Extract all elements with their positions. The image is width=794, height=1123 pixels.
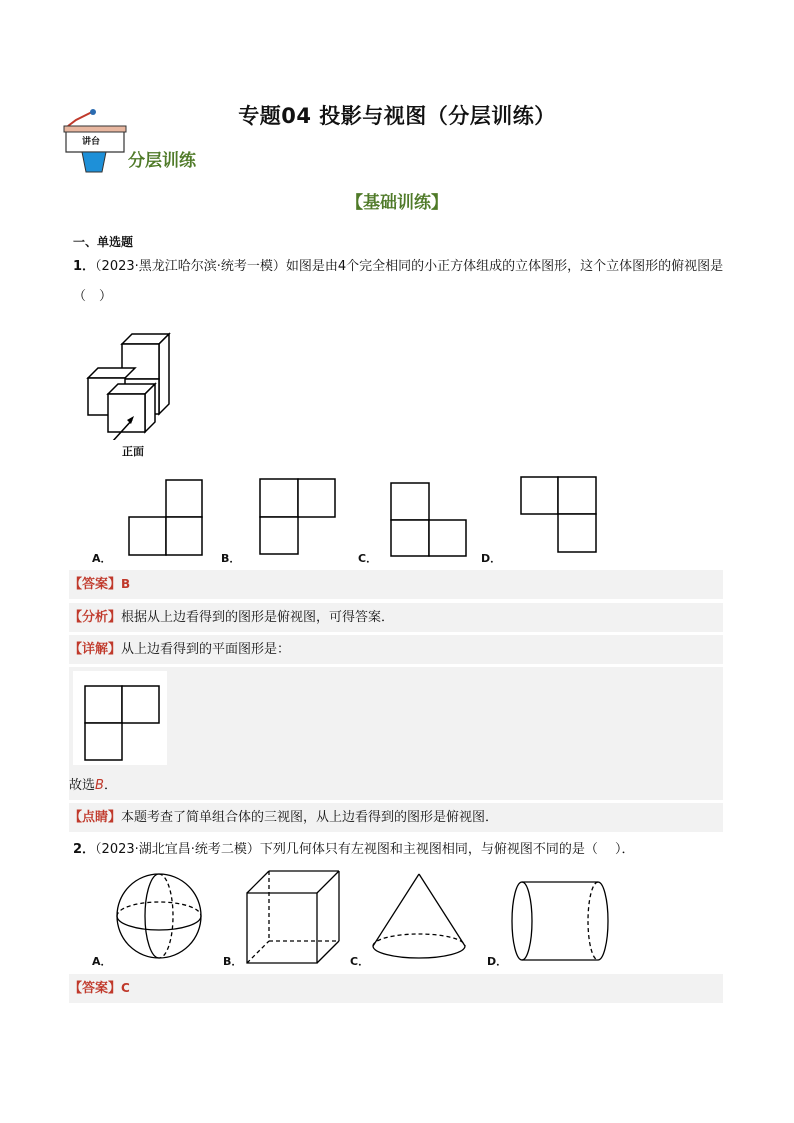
front-label: 正面 [122, 445, 144, 458]
q1-option-a-label[interactable]: A． [92, 552, 112, 565]
q1-option-a-figure[interactable] [128, 479, 204, 561]
detail-tag: 【详解】 [69, 642, 122, 657]
cube-figure[interactable] [245, 869, 341, 969]
subtitle: 分层训练 [128, 151, 196, 171]
choice-suffix: ． [103, 778, 117, 793]
comment-tag: 【点睛】 [69, 810, 122, 825]
analysis-text: 根据从上边看得到的图形是俯视图，可得答案． [121, 610, 395, 625]
question-type: 一、单选题 [73, 235, 134, 249]
sphere-figure[interactable] [114, 870, 204, 966]
answer-tag: 【答案】 [69, 577, 122, 592]
question-2-stem: （2023·湖北宜昌·统考二模）下列几何体只有左视图和主视图相同，与俯视图不同的是（ ）． [95, 842, 635, 857]
top-view-figure [73, 671, 167, 765]
q1-detail-row [69, 635, 723, 664]
q1-choice-row [69, 771, 723, 800]
q2-option-b-label[interactable]: B． [223, 955, 243, 968]
answer-value: B [121, 577, 131, 591]
q1-comment-row [69, 803, 723, 832]
q1-option-d-label[interactable]: D． [481, 552, 502, 565]
comment-text: 本题考查了简单组合体的三视图，从上边看得到的图形是俯视图． [121, 810, 499, 825]
answer-value: C [121, 981, 130, 995]
cone-figure[interactable] [370, 872, 468, 966]
analysis-tag: 【分析】 [69, 610, 122, 625]
badge-label: 讲台 [82, 137, 101, 147]
question-2-text [73, 835, 733, 865]
question-1-number: 1． [73, 259, 96, 274]
section-heading: 【基础训练】 [346, 193, 448, 213]
cylinder-figure[interactable] [510, 880, 610, 966]
q2-option-a-label[interactable]: A． [92, 955, 112, 968]
choice-prefix: 故选 [69, 778, 96, 793]
choice-letter: B [95, 778, 104, 793]
q1-option-d-figure[interactable] [520, 476, 598, 558]
detail-text: 从上边看得到的平面图形是： [121, 642, 291, 657]
q1-option-b-label[interactable]: B． [221, 552, 241, 565]
q1-analysis-row [69, 603, 723, 632]
q1-answer-row [69, 570, 723, 599]
q1-option-c-figure[interactable] [390, 482, 468, 562]
q2-option-c-label[interactable]: C． [350, 955, 370, 968]
question-1-text [73, 252, 733, 312]
q2-answer-row [69, 974, 723, 1003]
answer-tag: 【答案】 [69, 981, 122, 996]
q1-option-b-figure[interactable] [259, 478, 337, 560]
question-1-stem: （2023·黑龙江哈尔滨·统考一模）如图是由4个完全相同的小正方体组成的立体图形，这个立体图形的俯视图是（ ） [73, 259, 724, 304]
cube-stack-figure [80, 330, 180, 460]
q1-detail-figure-box [69, 667, 723, 771]
question-2-number: 2． [73, 842, 96, 857]
page-title: 专题04 投影与视图（分层训练） [238, 104, 556, 128]
q2-option-d-label[interactable]: D． [487, 955, 508, 968]
q1-option-c-label[interactable]: C． [358, 552, 378, 565]
